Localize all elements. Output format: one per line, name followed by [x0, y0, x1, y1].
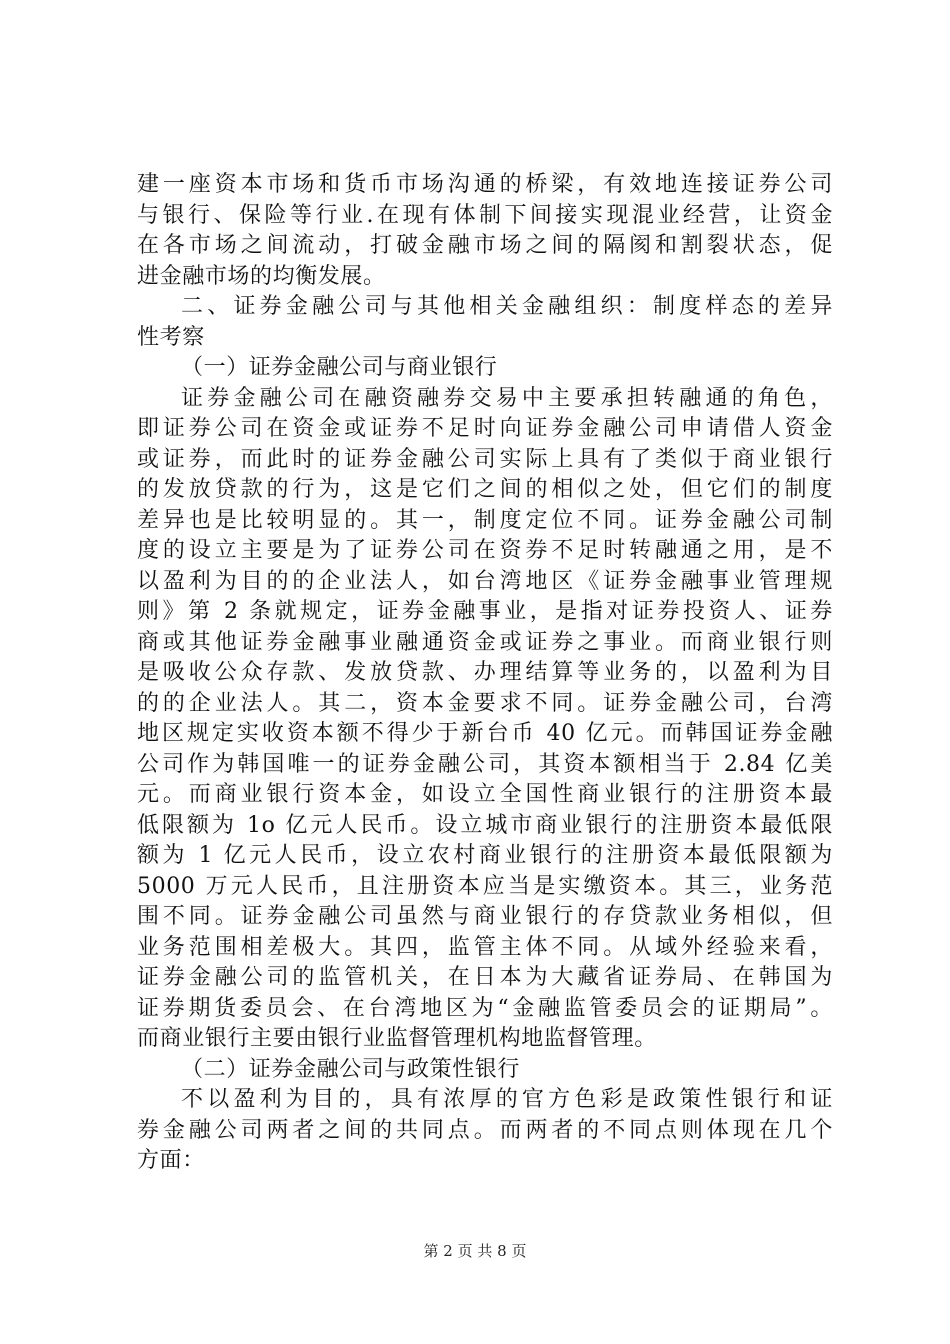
text-line: 而商业银行主要由银行业监督管理机构地监督管理。	[137, 1026, 657, 1051]
text-line: 度的设立主要是为了证券公司在资券不足时转融通之用，是不	[137, 538, 833, 563]
text-line: 5000 万元人民币，且注册资本应当是实缴资本。其三，业务范	[137, 873, 833, 899]
text-line: 证券金融公司的监管机关，在日本为大藏省证券局、在韩国为	[137, 965, 833, 990]
text-line: 与银行、保险等行业.在现有体制下间接实现混业经营，让资金	[137, 202, 833, 228]
text-line: 进金融市场的均衡发展。	[137, 263, 386, 289]
text-line: 或证券，而此时的证券金融公司实际上具有了类似于商业银行	[137, 446, 833, 472]
text-line: 是吸收公众存款、发放贷款、办理结算等业务的，以盈利为目	[137, 660, 833, 685]
text-line: 差异也是比较明显的。其一，制度定位不同。证券金融公司制	[137, 507, 833, 533]
text-line: 券金融公司两者之间的共同点。而两者的不同点则体现在几个	[137, 1117, 833, 1143]
document-body	[137, 170, 833, 1177]
section-heading: （二）证券金融公司与政策性银行	[181, 1056, 521, 1082]
text-line: 不以盈利为目的，具有浓厚的官方色彩是政策性银行和证	[181, 1087, 833, 1112]
text-line: 商或其他证券金融事业融通资金或证券之事业。而商业银行则	[137, 629, 833, 655]
text-line: 元。而商业银行资本金，如设立全国性商业银行的注册资本最	[137, 782, 833, 807]
text-line: 地区规定实收资本额不得少于新台币 40 亿元。而韩国证券金融	[137, 721, 833, 746]
text-line: 建一座资本市场和货币市场沟通的桥梁，有效地连接证券公司	[137, 172, 833, 197]
text-line: 的发放贷款的行为，这是它们之间的相似之处，但它们的制度	[137, 477, 833, 502]
text-line: 围不同。证券金融公司虽然与商业银行的存贷款业务相似，但	[137, 904, 833, 929]
text-line: 额为 1 亿元人民币，设立农村商业银行的注册资本最低限额为	[137, 843, 833, 868]
text-line: 性考察	[137, 324, 205, 350]
text-line: 方面：	[137, 1148, 205, 1173]
text-line: 在各市场之间流动，打破金融市场之间的隔阂和割裂状态，促	[137, 233, 833, 258]
text-line: 则》第 2 条就规定，证券金融事业，是指对证券投资人、证券	[137, 599, 833, 624]
text-line: 证券金融公司在融资融券交易中主要承担转融通的角色，	[181, 385, 833, 411]
text-line: 业务范围相差极大。其四，监管主体不同。从域外经验来看，	[137, 934, 833, 960]
text-line: 的的企业法人。其二，资本金要求不同。证券金融公司，台湾	[137, 690, 833, 716]
text-line: 以盈利为目的的企业法人，如台湾地区《证券金融事业管理规	[137, 568, 833, 594]
text-line: 二、证券金融公司与其他相关金融组织：制度样态的差异	[181, 294, 833, 319]
page-footer: 第 2 页 共 8 页	[423, 1242, 527, 1260]
text-line: 低限额为 1o 亿元人民币。设立城市商业银行的注册资本最低限	[137, 812, 833, 838]
text-line: 公司作为韩国唯一的证券金融公司，其资本额相当于 2.84 亿美	[137, 751, 833, 777]
section-heading: （一）证券金融公司与商业银行	[181, 355, 498, 380]
text-line: 证券期货委员会、在台湾地区为“金融监管委员会的证期局”。	[137, 995, 833, 1021]
text-line: 即证券公司在资金或证券不足时向证券金融公司申请借人资金	[137, 416, 833, 441]
